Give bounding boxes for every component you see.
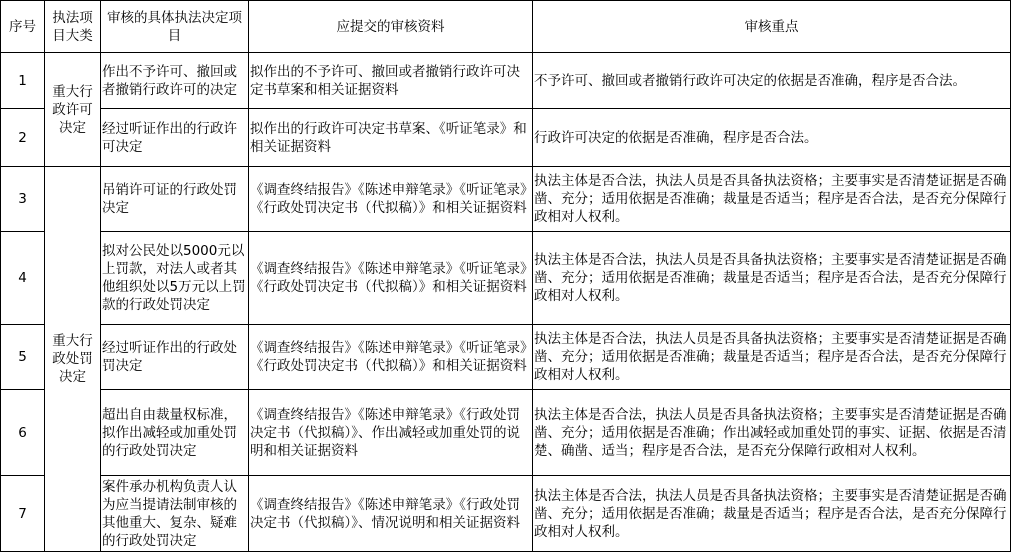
table-row	[1, 390, 1011, 476]
row-materials: 拟作出的行政许可决定书草案、《听证笔录》和相关证据资料	[249, 109, 533, 167]
row-no: 6	[1, 390, 45, 476]
row-materials: 《调查终结报告》《陈述申辩笔录》《听证笔录》《行政处罚决定书（代拟稿）》和相关证据资料	[249, 325, 533, 390]
row-focus: 不予许可、撤回或者撤销行政许可决定的依据是否准确，程序是否合法。	[533, 53, 1011, 109]
header-item: 审核的具体执法决定项目	[101, 1, 249, 53]
row-no: 3	[1, 167, 45, 232]
table-header-row	[1, 1, 1011, 53]
table-row	[1, 325, 1011, 390]
header-no: 序号	[1, 1, 45, 53]
table-row	[1, 476, 1011, 552]
row-focus: 执法主体是否合法，执法人员是否具备执法资格；主要事实是否清楚证据是否确凿、充分；适用依据是否准确；裁量是否适当；程序是否合法，是否充分保障行政相对人权利。	[533, 325, 1011, 390]
row-materials: 拟作出的不予许可、撤回或者撤销行政许可决定书草案和相关证据资料	[249, 53, 533, 109]
group-license: 重大行政许可决定	[45, 53, 101, 167]
row-item: 超出自由裁量权标准，拟作出减轻或加重处罚的行政处罚决定	[101, 390, 249, 476]
row-focus: 执法主体是否合法，执法人员是否具备执法资格；主要事实是否清楚证据是否确凿、充分；适用依据是否准确；作出减轻或加重处罚的事实、证据、依据是否清楚、确凿、适当；程序是否合法，是否充分保障行政相对人权利。	[533, 390, 1011, 476]
row-no: 2	[1, 109, 45, 167]
row-focus: 执法主体是否合法，执法人员是否具备执法资格；主要事实是否清楚证据是否确凿、充分；适用依据是否准确；裁量是否适当；程序是否合法，是否充分保障行政相对人权利。	[533, 167, 1011, 232]
row-item: 经过听证作出的行政许可决定	[101, 109, 249, 167]
header-materials: 应提交的审核资料	[249, 1, 533, 53]
row-focus: 执法主体是否合法，执法人员是否具备执法资格；主要事实是否清楚证据是否确凿、充分；适用依据是否准确；裁量是否适当；程序是否合法，是否充分保障行政相对人权利。	[533, 232, 1011, 325]
table-row	[1, 167, 1011, 232]
table-row	[1, 232, 1011, 325]
row-materials: 《调查终结报告》《陈述申辩笔录》《听证笔录》《行政处罚决定书（代拟稿）》和相关证据资料	[249, 232, 533, 325]
table-row	[1, 109, 1011, 167]
row-item: 拟对公民处以5000元以上罚款，对法人或者其他组织处以5万元以上罚款的行政处罚决定	[101, 232, 249, 325]
row-item: 吊销许可证的行政处罚决定	[101, 167, 249, 232]
row-no: 1	[1, 53, 45, 109]
row-materials: 《调查终结报告》《陈述申辩笔录》《行政处罚决定书（代拟稿）》、作出减轻或加重处罚的说明和相关证据资料	[249, 390, 533, 476]
header-category: 执法项目大类	[45, 1, 101, 53]
group-penalty: 重大行政处罚决定	[45, 167, 101, 552]
row-item: 案件承办机构负责人认为应当提请法制审核的其他重大、复杂、疑难的行政处罚决定	[101, 476, 249, 552]
table-row	[1, 53, 1011, 109]
row-no: 7	[1, 476, 45, 552]
row-item: 作出不予许可、撤回或者撤销行政许可的决定	[101, 53, 249, 109]
row-focus: 执法主体是否合法，执法人员是否具备执法资格；主要事实是否清楚证据是否确凿、充分；适用依据是否准确；裁量是否适当；程序是否合法，是否充分保障行政相对人权利。	[533, 476, 1011, 552]
row-no: 4	[1, 232, 45, 325]
row-materials: 《调查终结报告》《陈述申辩笔录》《听证笔录》《行政处罚决定书（代拟稿）》和相关证据资料	[249, 167, 533, 232]
row-item: 经过听证作出的行政处罚决定	[101, 325, 249, 390]
row-focus: 行政许可决定的依据是否准确，程序是否合法。	[533, 109, 1011, 167]
row-no: 5	[1, 325, 45, 390]
header-focus: 审核重点	[533, 1, 1011, 53]
row-materials: 《调查终结报告》《陈述申辩笔录》《行政处罚决定书（代拟稿）》、情况说明和相关证据资料	[249, 476, 533, 552]
